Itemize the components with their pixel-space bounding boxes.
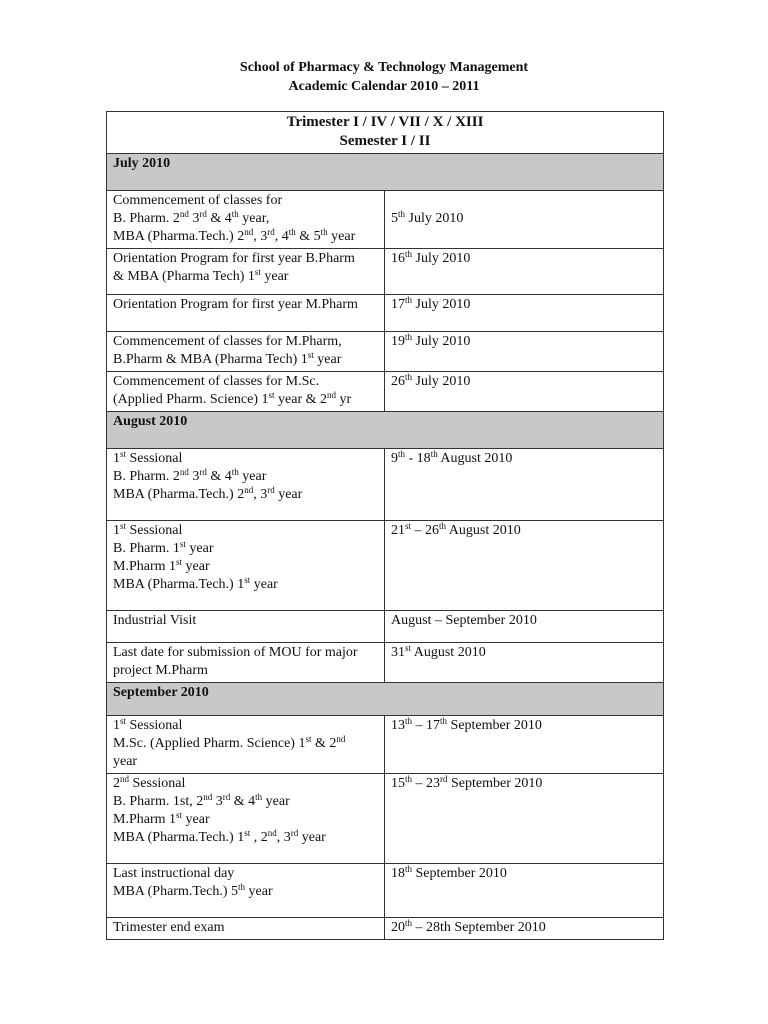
month-header: July 2010 xyxy=(107,154,664,191)
event-cell: Last instructional day MBA (Pharm.Tech.) 5th year xyxy=(107,864,385,918)
date-cell: 5th July 2010 xyxy=(385,191,664,249)
month-row-august xyxy=(107,412,664,449)
table-row xyxy=(107,449,664,521)
date-cell: 16th July 2010 xyxy=(385,249,664,295)
event-cell: Commencement of classes for B. Pharm. 2nd 3rd & 4th year, MBA (Pharma.Tech.) 2nd, 3rd, 4th & 5th year xyxy=(107,191,385,249)
table-row xyxy=(107,864,664,918)
calendar-title: Academic Calendar 2010 – 2011 xyxy=(288,79,480,94)
table-row xyxy=(107,611,664,643)
event-cell: 1st Sessional B. Pharm. 1st year M.Pharm 1st year MBA (Pharma.Tech.) 1st year xyxy=(107,521,385,611)
date-cell: 15th – 23rd September 2010 xyxy=(385,774,664,864)
event-cell: 1st Sessional B. Pharm. 2nd 3rd & 4th year MBA (Pharma.Tech.) 2nd, 3rd year xyxy=(107,449,385,521)
table-row xyxy=(107,643,664,683)
academic-calendar-table xyxy=(106,111,664,940)
table-row xyxy=(107,372,664,412)
date-cell: 20th – 28th September 2010 xyxy=(385,918,664,940)
event-cell: Orientation Program for first year B.Pharm & MBA (Pharma Tech) 1st year xyxy=(107,249,385,295)
table-row xyxy=(107,249,664,295)
month-header: August 2010 xyxy=(107,412,664,449)
event-cell: Last date for submission of MOU for major project M.Pharm xyxy=(107,643,385,683)
table-title xyxy=(107,112,664,154)
table-row xyxy=(107,521,664,611)
table-row xyxy=(107,191,664,249)
month-row-july xyxy=(107,154,664,191)
table-row xyxy=(107,774,664,864)
trimester-label: Trimester I / IV / VII / X / XIII xyxy=(286,114,484,130)
event-cell: Commencement of classes for M.Sc. (Applied Pharm. Science) 1st year & 2nd yr xyxy=(107,372,385,412)
event-cell: Commencement of classes for M.Pharm, B.Pharm & MBA (Pharma Tech) 1st year xyxy=(107,332,385,372)
date-cell: 19th July 2010 xyxy=(385,332,664,372)
date-cell: 9th - 18th August 2010 xyxy=(385,449,664,521)
date-cell: 21st – 26th August 2010 xyxy=(385,521,664,611)
date-cell: 31st August 2010 xyxy=(385,643,664,683)
date-cell: 17th July 2010 xyxy=(385,295,664,332)
document-header xyxy=(0,58,768,96)
semester-label: Semester I / II xyxy=(339,133,431,149)
date-cell: August – September 2010 xyxy=(385,611,664,643)
month-row-september xyxy=(107,683,664,716)
table-row xyxy=(107,295,664,332)
date-cell: 13th – 17th September 2010 xyxy=(385,716,664,774)
month-header: September 2010 xyxy=(107,683,664,716)
event-cell: 2nd Sessional B. Pharm. 1st, 2nd 3rd & 4th year M.Pharm 1st year MBA (Pharma.Tech.) 1st , 2nd, 3rd year xyxy=(107,774,385,864)
date-cell: 26th July 2010 xyxy=(385,372,664,412)
event-cell: 1st Sessional M.Sc. (Applied Pharm. Science) 1st & 2nd year xyxy=(107,716,385,774)
event-cell: Orientation Program for first year M.Pharm xyxy=(107,295,385,332)
table-row xyxy=(107,332,664,372)
school-name: School of Pharmacy & Technology Management xyxy=(239,60,529,75)
table-row xyxy=(107,918,664,940)
event-cell: Trimester end exam xyxy=(107,918,385,940)
table-row xyxy=(107,716,664,774)
event-cell: Industrial Visit xyxy=(107,611,385,643)
table-title-row xyxy=(107,112,664,154)
date-cell: 18th September 2010 xyxy=(385,864,664,918)
